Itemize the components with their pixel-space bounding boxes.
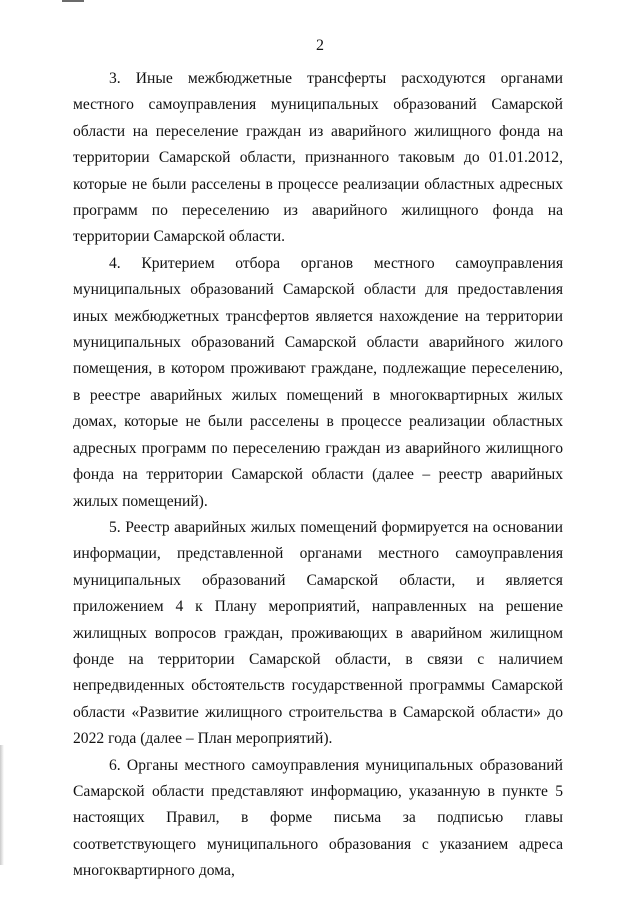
paragraph-5: 5. Реестр аварийных жилых помещений формируется на основании информации, представленной органами местного самоуправления муниципальных образований Самарской области, и является приложением 4 к Плану мероприятий, направленных на решение жилищных вопросов граждан, проживающих в аварийном жилищном фонде на территории Самарской области, в связи с наличием непредвиденных обстоятельств государственной программы Самарской области «Развитие жилищного строительства в Самарской области» до 2022 года (далее – План мероприятий). xyxy=(73,518,563,748)
paragraph-6: 6. Органы местного самоуправления муниципальных образований Самарской области представляют информацию, указанную в пункте 5 настоящих Правил, в форме письма за подписью главы соответствующего муниципального образования с указанием адреса многоквартирного дома, xyxy=(73,756,563,880)
paragraph-3: 3. Иные межбюджетные трансферты расходуются органами местного самоуправления муниципальных образований Самарской области на переселение граждан из аварийного жилищного фонда на территории Самарской области, признанного таковым до 01.01.2012, которые не были расселены в процессе реализации областных адресных программ по переселению из аварийного жилищного фонда на территории Самарской области. xyxy=(73,70,563,246)
scan-artifact-mark xyxy=(62,0,84,2)
document-body xyxy=(73,66,563,885)
paragraph-4: 4. Критерием отбора органов местного самоуправления муниципальных образований Самарской области для предоставления иных межбюджетных трансфертов является нахождение на территории муниципальных образований Самарской области аварийного жилого помещения, в котором проживают граждане, подлежащие переселению, в реестре аварийных жилых помещений в многоквартирных жилых домах, которые не были расселены в процессе реализации областных адресных программ по переселению граждан из аварийного жилищного фонда на территории Самарской области (далее – реестр аварийных жилых помещений). xyxy=(73,254,563,510)
page-number: 2 xyxy=(316,37,324,54)
scan-artifact-edge xyxy=(0,745,4,865)
